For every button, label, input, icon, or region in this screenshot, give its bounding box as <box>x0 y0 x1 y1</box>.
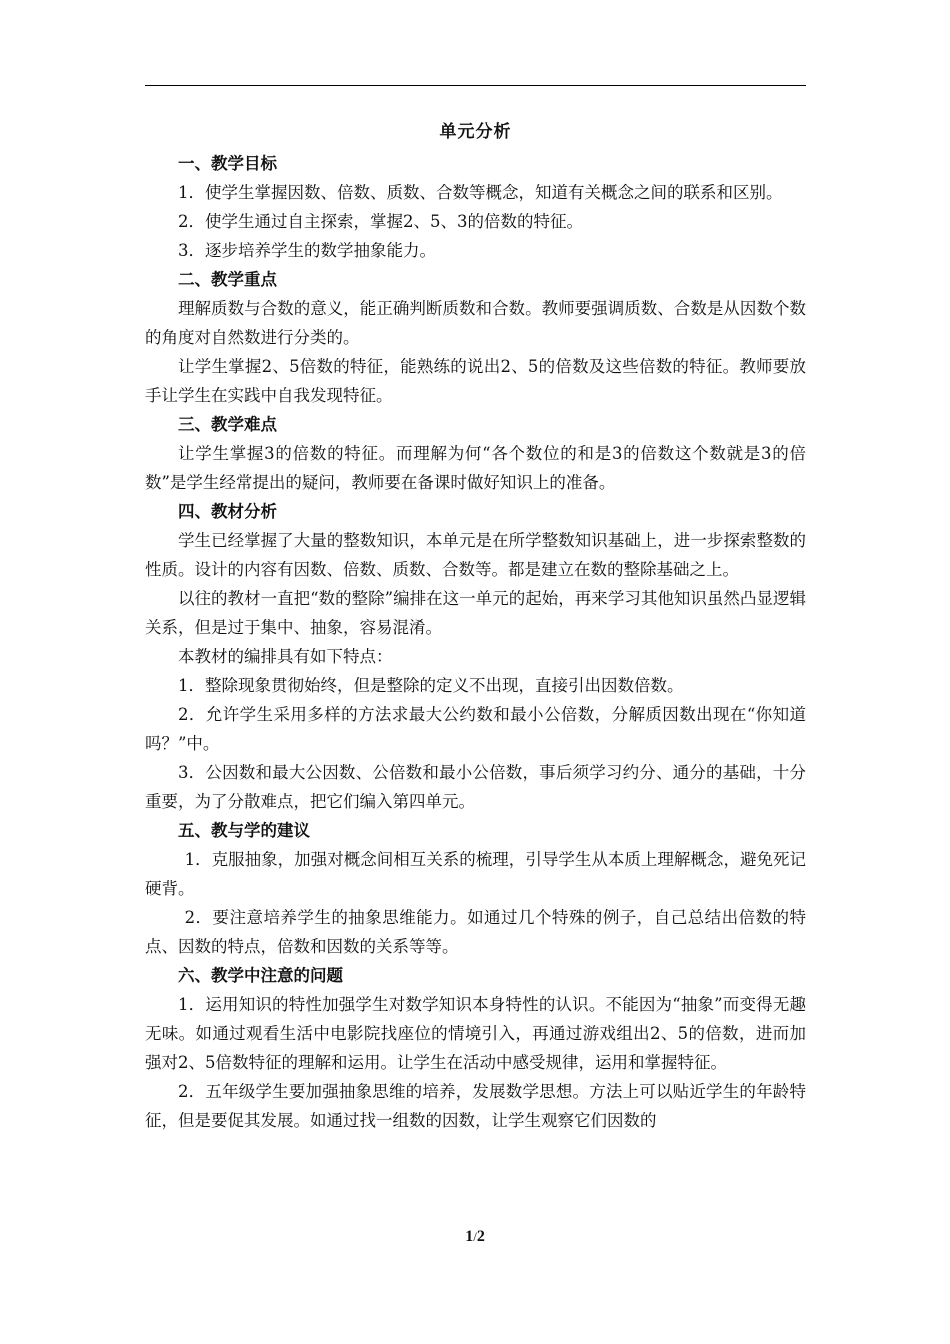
header-rule <box>145 85 806 86</box>
paragraph: 让学生掌握3的倍数的特征。而理解为何“各个数位的和是3的倍数这个数就是3的倍数”是学生经常提出的疑问，教师要在备课时做好知识上的准备。 <box>145 444 806 492</box>
section-heading: 一、教学目标 <box>178 154 277 173</box>
paragraph: 理解质数与合数的意义，能正确判断质数和合数。教师要强调质数、合数是从因数个数的角度对自然数进行分类的。 <box>145 299 806 347</box>
paragraph: 1．使学生掌握因数、倍数、质数、合数等概念，知道有关概念之间的联系和区别。 <box>178 183 783 202</box>
document-title: 单元分析 <box>439 122 512 142</box>
section-heading: 三、教学难点 <box>178 415 277 434</box>
paragraph: 1．整除现象贯彻始终，但是整除的定义不出现，直接引出因数倍数。 <box>178 676 684 695</box>
section-heading: 五、教与学的建议 <box>178 821 310 840</box>
paragraph: 2．要注意培养学生的抽象思维能力。如通过几个特殊的例子，自己总结出倍数的特点、因数的特点，倍数和因数的关系等等。 <box>145 908 806 956</box>
section-heading: 六、教学中注意的问题 <box>178 966 343 985</box>
paragraph: 学生已经掌握了大量的整数知识，本单元是在所学整数知识基础上，进一步探索整数的性质。设计的内容有因数、倍数、质数、合数等。都是建立在数的整除基础之上。 <box>145 531 806 579</box>
paragraph: 2．五年级学生要加强抽象思维的培养，发展数学思想。方法上可以贴近学生的年龄特征，但是要促其发展。如通过找一组数的因数，让学生观察它们因数的 <box>145 1082 806 1130</box>
document-body <box>145 118 806 1135</box>
page-number <box>0 1228 950 1246</box>
paragraph: 让学生掌握2、5倍数的特征，能熟练的说出2、5的倍数及这些倍数的特征。教师要放手让学生在实践中自我发现特征。 <box>145 357 806 405</box>
section-heading: 二、教学重点 <box>178 270 277 289</box>
paragraph: 2．允许学生采用多样的方法求最大公约数和最小公倍数，分解质因数出现在“你知道吗？”中。 <box>145 705 806 753</box>
paragraph: 2．使学生通过自主探索，掌握2、5、3的倍数的特征。 <box>178 212 583 231</box>
section-heading: 四、教材分析 <box>178 502 277 521</box>
paragraph: 3．逐步培养学生的数学抽象能力。 <box>178 241 436 260</box>
paragraph: 3．公因数和最大公因数、公倍数和最小公倍数，事后须学习约分、通分的基础，十分重要，为了分散难点，把它们编入第四单元。 <box>145 763 806 811</box>
paragraph: 本教材的编排具有如下特点： <box>178 647 393 666</box>
current-page: 1 <box>465 1228 474 1245</box>
page-separator: / <box>473 1229 477 1244</box>
paragraph: 以往的教材一直把“数的整除”编排在这一单元的起始，再来学习其他知识虽然凸显逻辑关系，但是过于集中、抽象，容易混淆。 <box>145 589 806 637</box>
total-pages: 2 <box>476 1228 485 1245</box>
paragraph: 1．运用知识的特性加强学生对数学知识本身特性的认识。不能因为“抽象”而变得无趣无味。如通过观看生活中电影院找座位的情境引入，再通过游戏组出2、5的倍数，进而加强对2、5倍数特征的理解和运用。让学生在活动中感受规律，运用和掌握特征。 <box>145 995 806 1072</box>
paragraph: 1．克服抽象，加强对概念间相互关系的梳理，引导学生从本质上理解概念，避免死记硬背。 <box>145 850 806 898</box>
